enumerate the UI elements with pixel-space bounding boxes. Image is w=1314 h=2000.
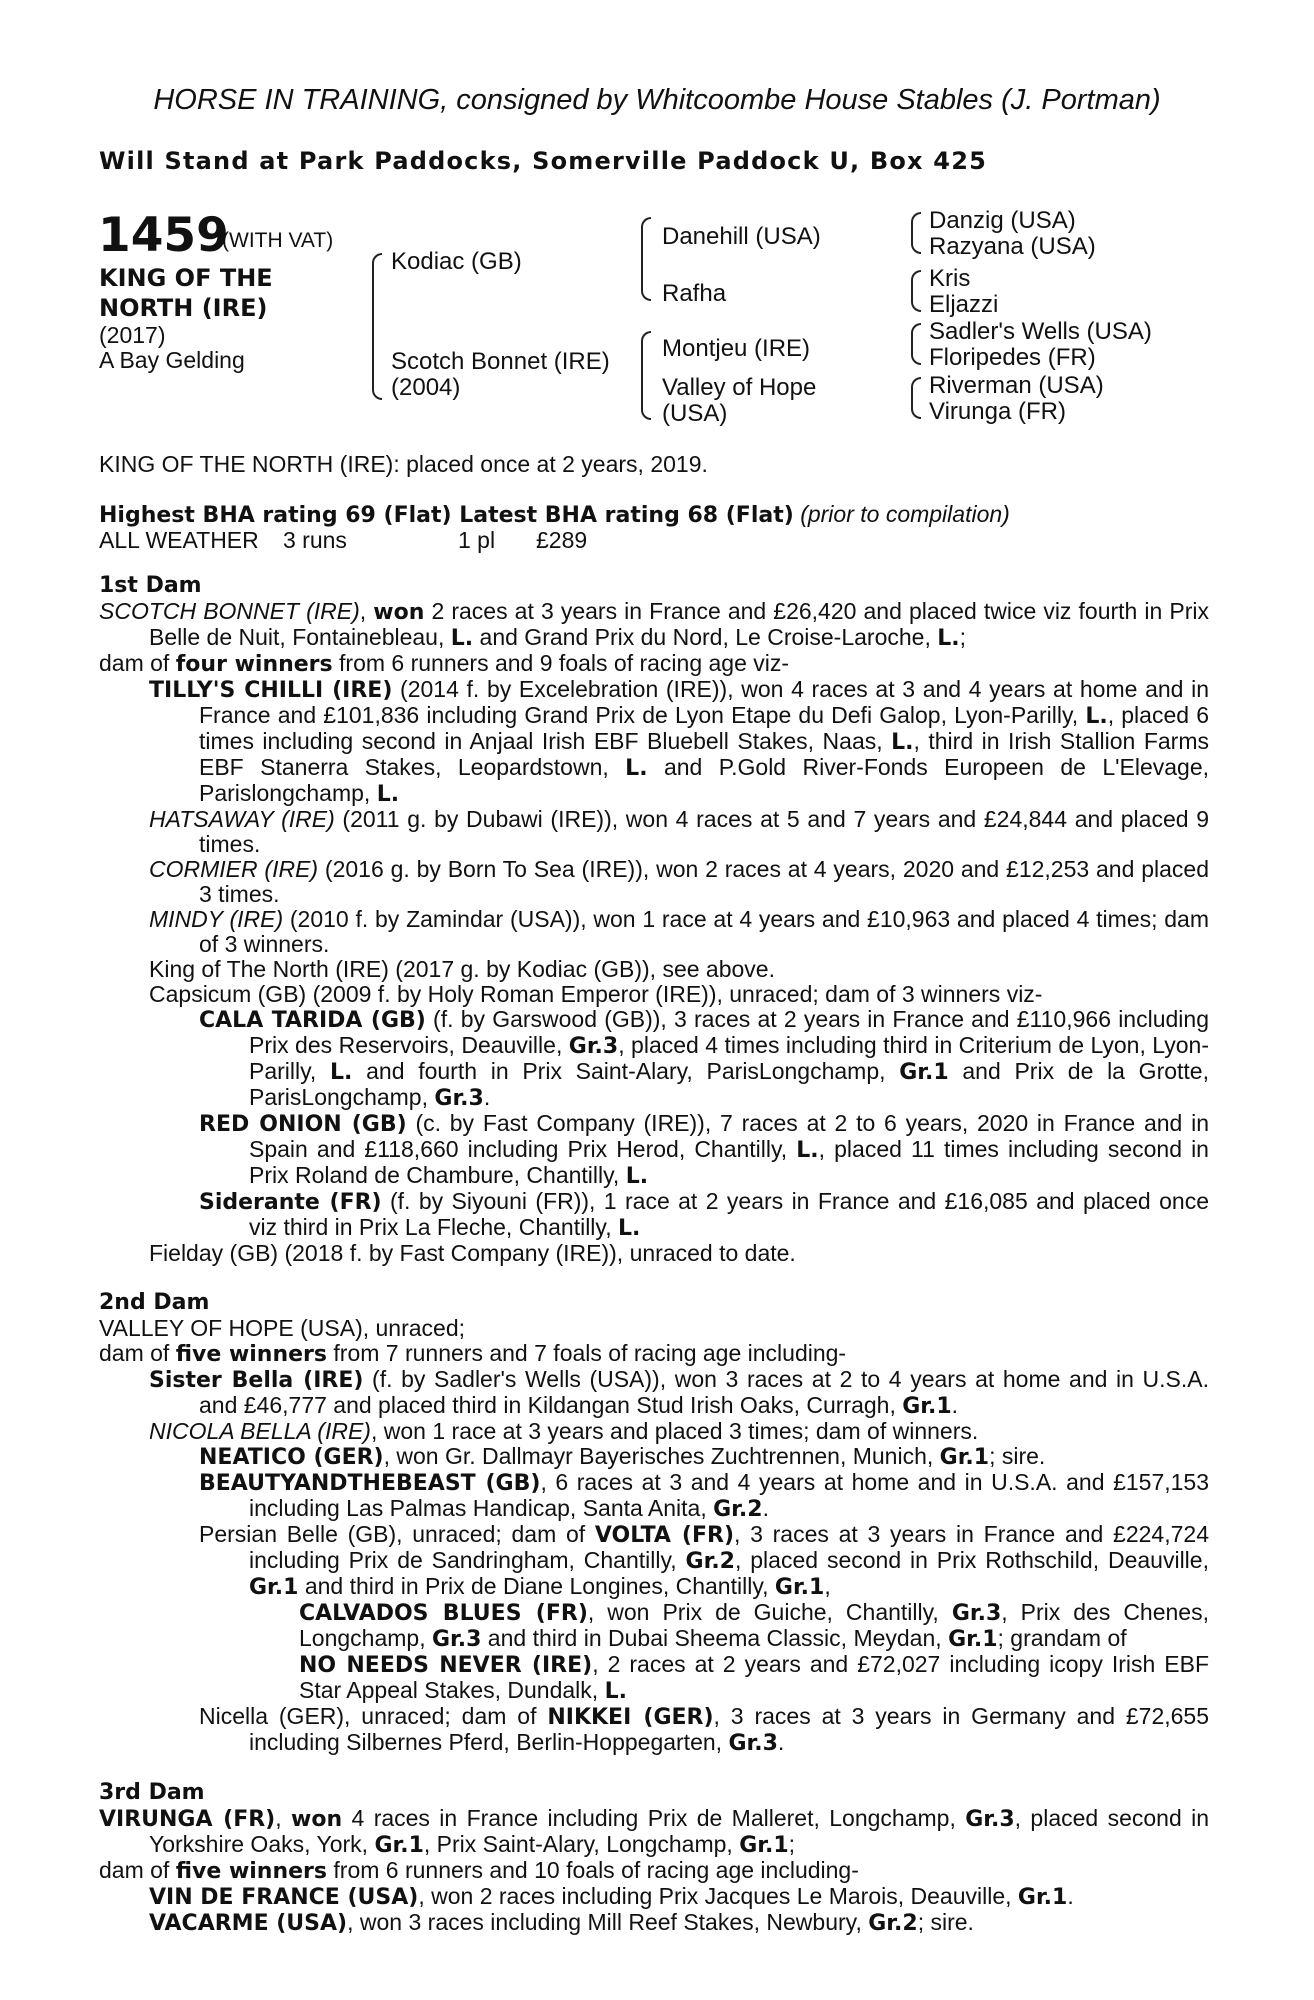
race-grade: Gr.3 [965,1807,1015,1832]
race-grade: Gr.1 [374,1833,424,1858]
third-dam-heading: 3rd Dam [99,1780,205,1805]
bold-text: won [373,600,425,625]
text: . [1067,1883,1074,1909]
text: (f. by Siyouni (FR)), 1 race at 2 years in France and £16,085 and placed once viz third in Prix La Fleche, Chantilly, [249,1188,1209,1240]
gg-brace-2-bottom [911,290,921,312]
race-grade: L. [891,730,914,755]
text: , placed second in Yorkshire Oaks, York, [149,1805,1210,1857]
text: and Prix de la Grotte, ParisLongchamp, [249,1058,1209,1110]
dam-year: (2004) [391,374,461,401]
all-weather-record [99,528,1209,553]
progeny-name: BEAUTYANDTHEBEAST (GB) [199,1471,541,1496]
first-dam-record [99,599,1209,651]
race-grade: L. [604,1679,627,1704]
race-grade: Gr.2 [713,1497,763,1522]
sire-dam-brace-top [372,253,382,330]
race-grade: Gr.1 [948,1627,998,1652]
text: ; sire. [917,1909,974,1935]
grand-progeny-entry [99,1522,1209,1600]
text: , [275,1805,292,1831]
progeny-entry [99,1367,1209,1419]
text: , placed 11 times including second in Prix Roland de Chambure, Chantilly, [249,1136,1209,1188]
race-grade: Gr.1 [899,1060,949,1085]
sire-line-brace-top [641,217,651,261]
text: (2010 f. by Zamindar (USA)), won 1 race at 4 years and £10,963 and placed 4 times; dam of 3 winners. [199,906,1210,957]
great-grandparent-1: Danzig (USA) [929,207,1076,234]
text: (2016 g. by Born To Sea (IRE)), won 2 races at 4 years, 2020 and £12,253 and placed 3 times. [199,856,1209,907]
runs: 3 runs [283,527,347,553]
great-grandparent-8: Virunga (FR) [929,398,1066,425]
great-grandparent-4: Eljazzi [929,291,999,318]
progeny-entry [99,857,1209,907]
progeny-name: RED ONION (GB) [199,1112,407,1137]
progeny-name: NEATICO (GER) [199,1445,384,1470]
progeny-entry [99,907,1209,957]
text: , won 2 races including Prix Jacques Le Marois, Deauville, [418,1883,1018,1909]
grand-progeny-entry [99,1470,1209,1522]
consignor-title: HORSE IN TRAINING, consigned by Whitcoombe House Stables (J. Portman) [153,84,1161,116]
grand-progeny-entry [99,1189,1209,1241]
stand-location: Will Stand at Park Paddocks, Somerville Paddock U, Box 425 [99,147,987,175]
race-grade: Gr.1 [249,1575,299,1600]
gg-brace-4-top [911,377,921,399]
dam-dam-line2: (USA) [662,400,728,427]
gg-brace-1-top [911,212,921,234]
text: (c. by Fast Company (IRE)), 7 races at 2 to 6 years, 2020 in France and in Spain and £118,660 including Prix Herod, Chantilly, [249,1110,1210,1162]
grand-progeny-entry [99,1444,1209,1470]
progeny-entry [99,807,1209,857]
text: (2011 g. by Dubawi (IRE)), won 4 races at 5 and 7 years and £24,844 and placed 9 times. [199,806,1209,857]
text: , [824,1573,831,1599]
progeny-entry [99,1884,1209,1910]
race-grade: L. [937,626,960,651]
dam-name: VIRUNGA (FR) [99,1807,276,1832]
text: , won Gr. Dallmayr Bayerisches Zuchtrennen, Munich, [383,1443,940,1469]
text: dam of [99,1857,176,1883]
progeny-name: NIKKEI (GER) [547,1705,714,1730]
progeny-entry [99,677,1209,807]
race-grade: Gr.1 [939,1445,990,1470]
race-grade: Gr.2 [685,1549,735,1574]
text: (2014 f. by Excelebration (IRE)), won 4 races at 3 and 4 years at home and in France and £101,836 including Grand Prix de Lyon Etape du Defi Galop, Lyon-Parilly, [199,676,1209,728]
vat-note: (WITH VAT) [222,229,334,252]
text: , placed 6 times including second in Anjaal Irish EBF Bluebell Stakes, Naas, [199,702,1209,754]
race-grade: Gr.2 [868,1911,918,1936]
gg-brace-3-top [911,323,921,345]
surface: ALL WEATHER [99,527,259,553]
text: from 7 runners and 7 foals of racing age including- [327,1340,847,1366]
first-dam-heading: 1st Dam [99,573,202,598]
dam-line-brace-top [641,331,651,375]
race-grade: Gr.1 [902,1394,952,1419]
progeny-entry: Capsicum (GB) (2009 f. by Holy Roman Emperor (IRE)), unraced; dam of 3 winners viz- [149,981,1043,1007]
progeny-entry: Fielday (GB) (2018 f. by Fast Company (IRE)), unraced to date. [149,1240,796,1266]
third-dam-record [99,1806,1209,1858]
text: and third in Prix de Diane Longines, Chantilly, [298,1573,775,1599]
text: , won 1 race at 3 years and placed 3 times; dam of winners. [370,1418,979,1444]
text: ; [959,624,967,650]
gg-brace-1-bottom [911,232,921,254]
text: , won 3 races including Mill Reef Stakes, Newbury, [347,1909,869,1935]
race-grade: L. [625,756,648,781]
foaling-year: (2017) [99,322,166,348]
progeny-entry [99,1419,1209,1444]
grand-progeny-entry [99,1704,1209,1756]
bha-ratings [99,502,1209,528]
text: , [359,598,374,624]
placings: 1 pl [458,527,496,553]
race-grade: Gr.3 [431,1627,482,1652]
race-grade: L. [796,1138,819,1163]
race-grade: Gr.3 [728,1731,778,1756]
text: and third in Dubai Sheema Classic, Meydan, [481,1625,949,1651]
great-grandparent-5: Sadler's Wells (USA) [929,318,1152,345]
grand-progeny-entry [99,1007,1209,1111]
great-grandparent-3: Kris [929,265,971,292]
progeny-entry [99,1910,1209,1936]
bold-text: won [291,1807,343,1832]
text: from 6 runners and 10 foals of racing age including- [327,1857,859,1883]
second-dam-produce-summary [99,1341,1209,1367]
race-grade: Gr.1 [774,1575,825,1600]
text: (f. by Garswood (GB)), 3 races at 2 years in France and £110,966 including Prix des Reservoirs, Deauville, [249,1006,1209,1058]
horse-name [99,263,273,323]
text: from 6 runners and 9 foals of racing age viz- [332,650,790,676]
progeny-name: NO NEEDS NEVER (IRE) [299,1653,593,1678]
rating-note: (prior to compilation) [800,501,1010,527]
progeny-name: Siderante (FR) [199,1190,382,1215]
catalogue-body [99,452,1209,1936]
race-grade: Gr.3 [951,1601,1002,1626]
bha-rating-values: Highest BHA rating 69 (Flat) Latest BHA rating 68 (Flat) [99,503,794,528]
second-dam-record: VALLEY OF HOPE (USA), unraced; [99,1315,466,1341]
text: ; [788,1831,796,1857]
race-grade: L. [625,1164,649,1189]
sire-dam: Rafha [662,280,727,307]
dam-dam-line1: Valley of Hope [662,374,817,401]
horse-name-line1: KING OF THE [99,264,273,292]
great-grand-progeny-entry [99,1600,1209,1652]
bold-text: four winners [175,652,333,677]
text: (f. by Sadler's Wells (USA)), won 3 races at 2 to 4 years at home and in U.S.A. and £46,777 and placed third in Kildangan Stud Irish Oaks, Curragh, [199,1366,1210,1418]
progeny-name: MINDY (IRE) [149,906,284,932]
progeny-entry: King of The North (IRE) (2017 g. by Kodiac (GB)), see above. [149,956,775,982]
grand-progeny-entry [99,1111,1209,1189]
text: . [951,1392,959,1418]
progeny-name: CALA TARIDA (GB) [199,1008,426,1033]
gg-brace-4-bottom [911,397,921,419]
text: ; sire. [989,1443,1046,1469]
first-dam-produce-summary [99,651,1209,677]
text: , won Prix de Guiche, Chantilly, [587,1599,952,1625]
dam-line-brace-bottom [641,373,651,420]
horse-name-line2: NORTH (IRE) [99,294,268,322]
race-grade: L. [330,1060,353,1085]
race-summary: KING OF THE NORTH (IRE): placed once at 2 years, 2019. [99,451,708,477]
great-grandparent-2: Razyana (USA) [929,233,1096,260]
text: , 3 races at 3 years in Germany and £72,655 including Silbernes Pferd, Berlin-Hoppegarten, [249,1703,1210,1755]
text: , 2 races at 2 years and £72,027 including icopy Irish EBF Star Appeal Stakes, Dundalk, [299,1651,1209,1703]
text: . [762,1495,769,1521]
progeny-name: Sister Bella (IRE) [149,1368,364,1393]
text: , 6 races at 3 and 4 years at home and in U.S.A. and £157,153 including Las Palmas Handicap, Santa Anita, [249,1469,1210,1521]
gg-brace-2-top [911,270,921,292]
great-grandparent-6: Floripedes (FR) [929,344,1096,371]
text: , third in Irish Stallion Farms EBF Stanerra Stakes, Leopardstown, [199,728,1209,780]
race-grade: L. [376,782,400,807]
sire-dam-brace-bottom [372,328,382,400]
dam-sire: Montjeu (IRE) [662,335,811,362]
progeny-name: VIN DE FRANCE (USA) [149,1885,419,1910]
text: , placed 4 times including third in Criterium de Lyon, Lyon-Parilly, [249,1032,1209,1084]
text: , placed second in Prix Rothschild, Deauville, [734,1547,1209,1573]
progeny-name: HATSAWAY (IRE) [149,806,335,832]
text: dam of [99,1340,176,1366]
race-grade: Gr.3 [568,1034,619,1059]
text: ; grandam of [997,1625,1127,1651]
text: . [777,1729,785,1755]
race-grade: Gr.3 [434,1086,484,1111]
dam: Scotch Bonnet (IRE) [391,348,610,375]
text: , Prix Saint-Alary, Longchamp, [423,1831,740,1857]
text: 2 races at 3 years in France and £26,420 and placed twice viz fourth in Prix Belle de Nuit, Fontainebleau, [149,598,1210,650]
text: Nicella (GER), unraced; dam of [199,1703,548,1729]
progeny-name: CORMIER (IRE) [149,856,319,882]
race-grade: Gr.1 [739,1833,789,1858]
progeny-name: VOLTA (FR) [594,1523,734,1548]
bold-text: five winners [175,1342,328,1367]
text: , Prix des Chenes, Longchamp, [299,1599,1209,1651]
sire-sire: Danehill (USA) [662,223,821,250]
gg-brace-3-bottom [911,343,921,365]
text: . [483,1084,491,1110]
lot-number: 1459 [98,208,229,263]
text: dam of [99,650,176,676]
progeny-name: CALVADOS BLUES (FR) [299,1601,588,1626]
great-grandparent-7: Riverman (USA) [929,372,1104,399]
great-grand-progeny-entry [99,1652,1209,1704]
earnings: £289 [536,527,588,553]
race-grade: L. [1085,704,1108,729]
text: 4 races in France including Prix de Malleret, Longchamp, [342,1805,966,1831]
sire: Kodiac (GB) [391,248,522,275]
progeny-name: NICOLA BELLA (IRE) [149,1418,371,1444]
sire-line-brace-bottom [641,259,651,301]
horse-description: A Bay Gelding [99,347,245,373]
bold-text: five winners [175,1859,328,1884]
text: , 3 races at 3 years in France and £224,724 including Prix de Sandringham, Chantilly, [249,1521,1209,1573]
race-grade: Gr.1 [1017,1885,1068,1910]
dam-name: SCOTCH BONNET (IRE) [99,598,360,624]
text: and fourth in Prix Saint-Alary, ParisLongchamp, [352,1058,900,1084]
text: Persian Belle (GB), unraced; dam of [199,1521,595,1547]
text: and Grand Prix du Nord, Le Croise-Laroche, [473,624,938,650]
third-dam-produce-summary [99,1858,1209,1884]
progeny-name: TILLY'S CHILLI (IRE) [149,678,393,703]
progeny-name: VACARME (USA) [149,1911,348,1936]
text: and P.Gold River-Fonds Europeen de L'Elevage, Parislongchamp, [199,754,1210,806]
race-grade: L. [618,1216,641,1241]
race-grade: L. [450,626,474,651]
second-dam-heading: 2nd Dam [99,1290,210,1315]
